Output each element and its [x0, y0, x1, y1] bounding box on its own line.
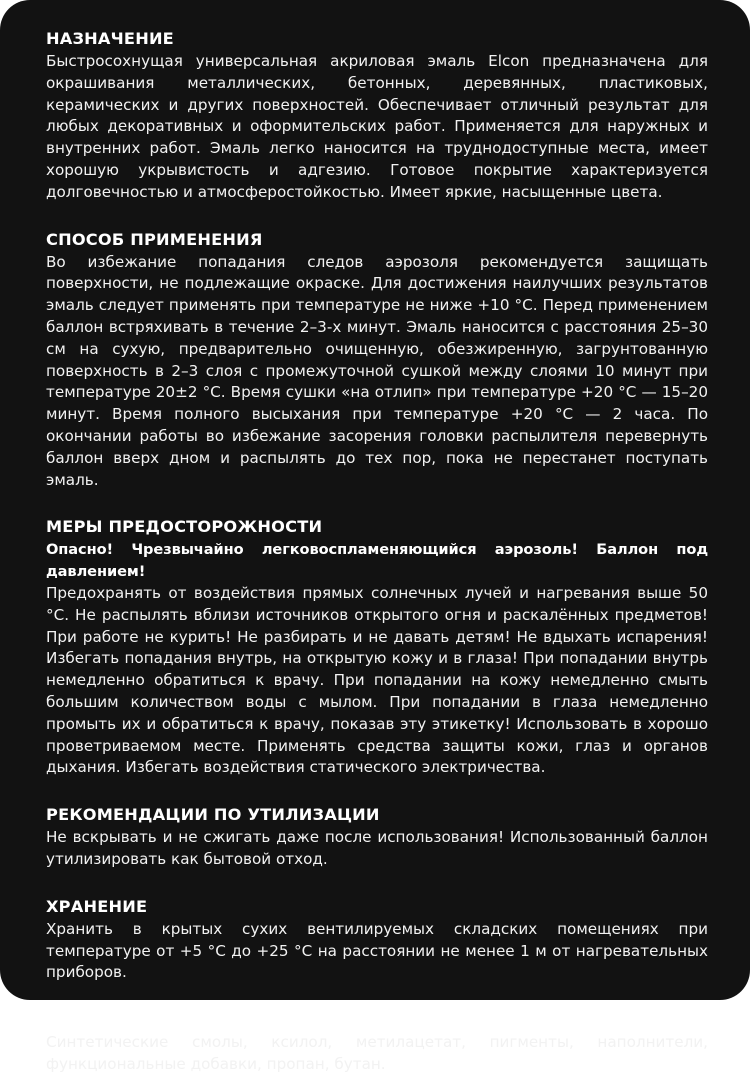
disposal-heading: РЕКОМЕНДАЦИИ ПО УТИЛИЗАЦИИ: [46, 805, 380, 825]
purpose-heading: НАЗНАЧЕНИЕ: [46, 29, 174, 48]
storage-section: [46, 895, 708, 984]
application-section: [46, 228, 708, 492]
storage-text: Хранить в крытых сухих вентилируемых складских помещениях при температуре от +5 °С до +25 °С на расстоянии не менее 1 м от нагревательных приборов.: [46, 919, 708, 982]
composition-section: [46, 1008, 708, 1076]
disposal-text: Не вскрывать и не сжигать даже после использования! Использованный баллон утилизировать как бытовой отход.: [46, 828, 708, 868]
purpose-section: [46, 27, 708, 204]
storage-heading: ХРАНЕНИЕ: [46, 896, 148, 916]
purpose-text: Быстросохнущая универсальная акриловая эмаль Elcon предназначена для окрашивания металлических, бетонных, деревянных, пластиковых, керамических и других поверхностей. Обеспечивает отличный результат для любых декоративных и оформительских работ. Применяется для наружных и внутренних работ. Эмаль легко наносится на труднодоступные места, имеет хорошую укрывистость и адгезию. Готовое покрытие характеризуется долговечностью и атмосферостойкостью. Имеет яркие, насыщенные цвета.: [46, 52, 708, 201]
precautions-warning: Опасно! Чрезвычайно легковоспламеняющийся аэрозоль! Баллон под давлением!: [46, 541, 708, 581]
application-heading: СПОСОБ ПРИМЕНЕНИЯ: [46, 229, 263, 249]
precautions-heading: МЕРЫ ПРЕДОСТОРОЖНОСТИ: [46, 517, 323, 537]
composition-heading: СОСТАВ: [46, 1010, 121, 1030]
precautions-text: Предохранять от воздействия прямых солнечных лучей и нагревания выше 50 °С. Не распылять вблизи источников открытого огня и раскалённых предметов! При работе не курить! Не разбирать и не давать детям! Не вдыхать испарения! Избегать попадания внутрь, на открытую кожу и в глаза! При попадании внутрь немедленно обратиться к врачу. При попадании на кожу немедленно смыть большим количеством воды с мылом. При попадании в глаза немедленно промыть их и обратиться к врачу, показав эту этикетку! Использовать в хорошо проветриваемом месте. Применять средства защиты кожи, глаз и органов дыхания. Избегать воздействия статического электричества.: [46, 583, 708, 777]
composition-text: Синтетические смолы, ксилол, метилацетат, пигменты, наполнители, функциональные добавки, пропан, бутан.: [46, 1033, 708, 1073]
disposal-section: [46, 803, 708, 871]
application-text: Во избежание попадания следов аэрозоля рекомендуется защищать поверхности, не подлежащие окраске. Для достижения наилучших результатов эмаль следует применять при температуре не ниже +10 °С. Перед применением баллон встряхивать в течение 2–3-х минут. Эмаль наносится с расстояния 25–30 см на сухую, предварительно очищенную, обезжиренную, загрунтованную поверхность в 2–3 слоя с промежуточной сушкой между слоями 10 минут при температуре 20±2 °С. Время сушки «на отлип» при температуре +20 °С — 15–20 минут. Время полного высыхания при температуре +20 °С — 2 часа. По окончании работы во избежание засорения головки распылителя перевернуть баллон вверх дном и распылять до тех пор, пока не перестанет поступать эмаль.: [46, 252, 708, 489]
precautions-section: [46, 515, 708, 779]
